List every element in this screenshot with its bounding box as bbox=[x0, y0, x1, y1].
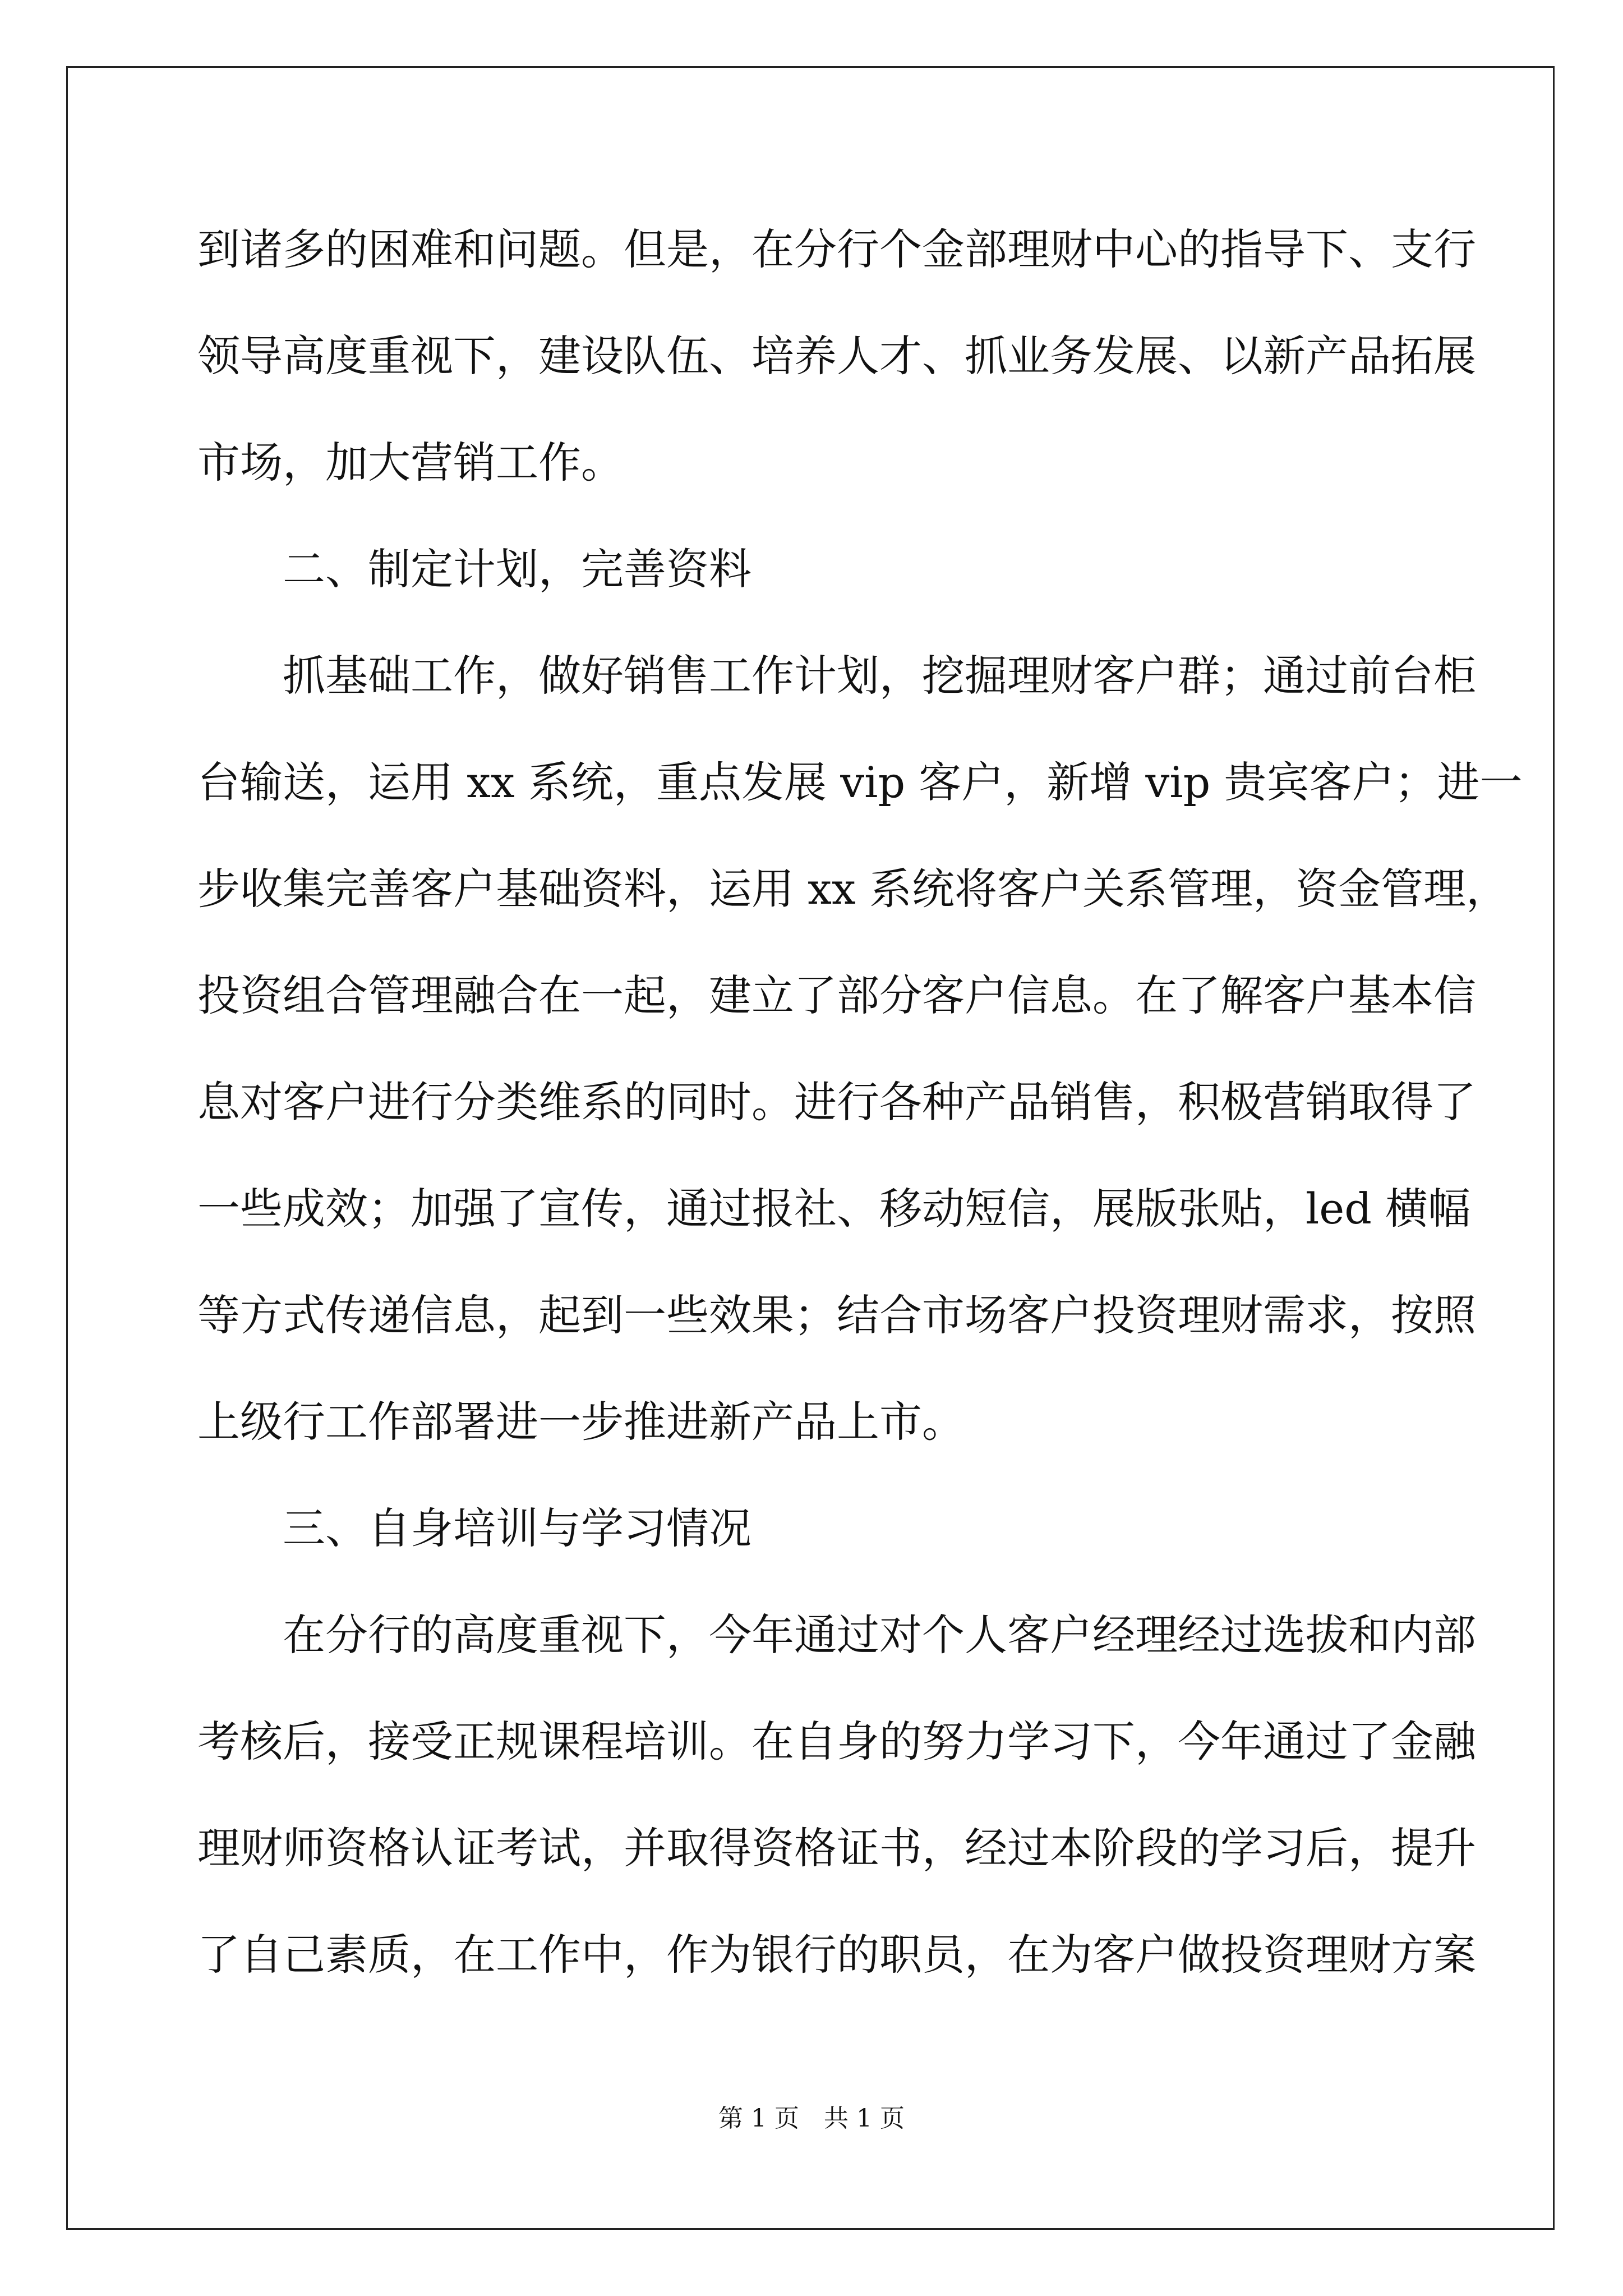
text-line: 理财师资格认证考试，并取得资格证书，经过本阶段的学习后，提升 bbox=[197, 1823, 1476, 1873]
text-line: 领导高度重视下，建设队伍、培养人才、抓业务发展、以新产品拓展 bbox=[197, 331, 1476, 381]
section-heading: 三、自身培训与学习情况 bbox=[283, 1503, 751, 1553]
page-number-footer: 第 1 页 共 1 页 bbox=[718, 2104, 905, 2133]
text-line: 市场，加大营销工作。 bbox=[197, 438, 624, 487]
text-line: 上级行工作部署进一步推进新产品上市。 bbox=[197, 1397, 965, 1447]
text-line: 了自己素质，在工作中，作为银行的职员，在为客户做投资理财方案 bbox=[197, 1930, 1476, 1980]
text-line: 一些成效；加强了宣传，通过报社、移动短信，展版张贴，led 横幅 bbox=[197, 1184, 1471, 1234]
section-heading: 二、制定计划，完善资料 bbox=[283, 544, 751, 594]
paragraph-first-line: 在分行的高度重视下，今年通过对个人客户经理经过选拔和内部 bbox=[283, 1610, 1476, 1660]
text-line: 息对客户进行分类维系的同时。进行各种产品销售，积极营销取得了 bbox=[197, 1077, 1476, 1127]
document-body bbox=[197, 222, 1523, 2033]
text-line: 投资组合管理融合在一起，建立了部分客户信息。在了解客户基本信 bbox=[197, 970, 1476, 1020]
text-line: 考核后，接受正规课程培训。在自身的努力学习下，今年通过了金融 bbox=[197, 1717, 1476, 1766]
paragraph-first-line: 抓基础工作，做好销售工作计划，挖掘理财客户群；通过前台柜 bbox=[283, 651, 1476, 701]
text-line: 台输送，运用 xx 系统，重点发展 vip 客户，新增 vip 贵宾客户；进一 bbox=[197, 757, 1523, 807]
text-line: 到诸多的困难和问题。但是，在分行个金部理财中心的指导下、支行 bbox=[197, 224, 1476, 274]
text-line: 等方式传递信息，起到一些效果；结合市场客户投资理财需求，按照 bbox=[197, 1290, 1476, 1340]
text-line: 步收集完善客户基础资料，运用 xx 系统将客户关系管理，资金管理， bbox=[197, 864, 1509, 914]
